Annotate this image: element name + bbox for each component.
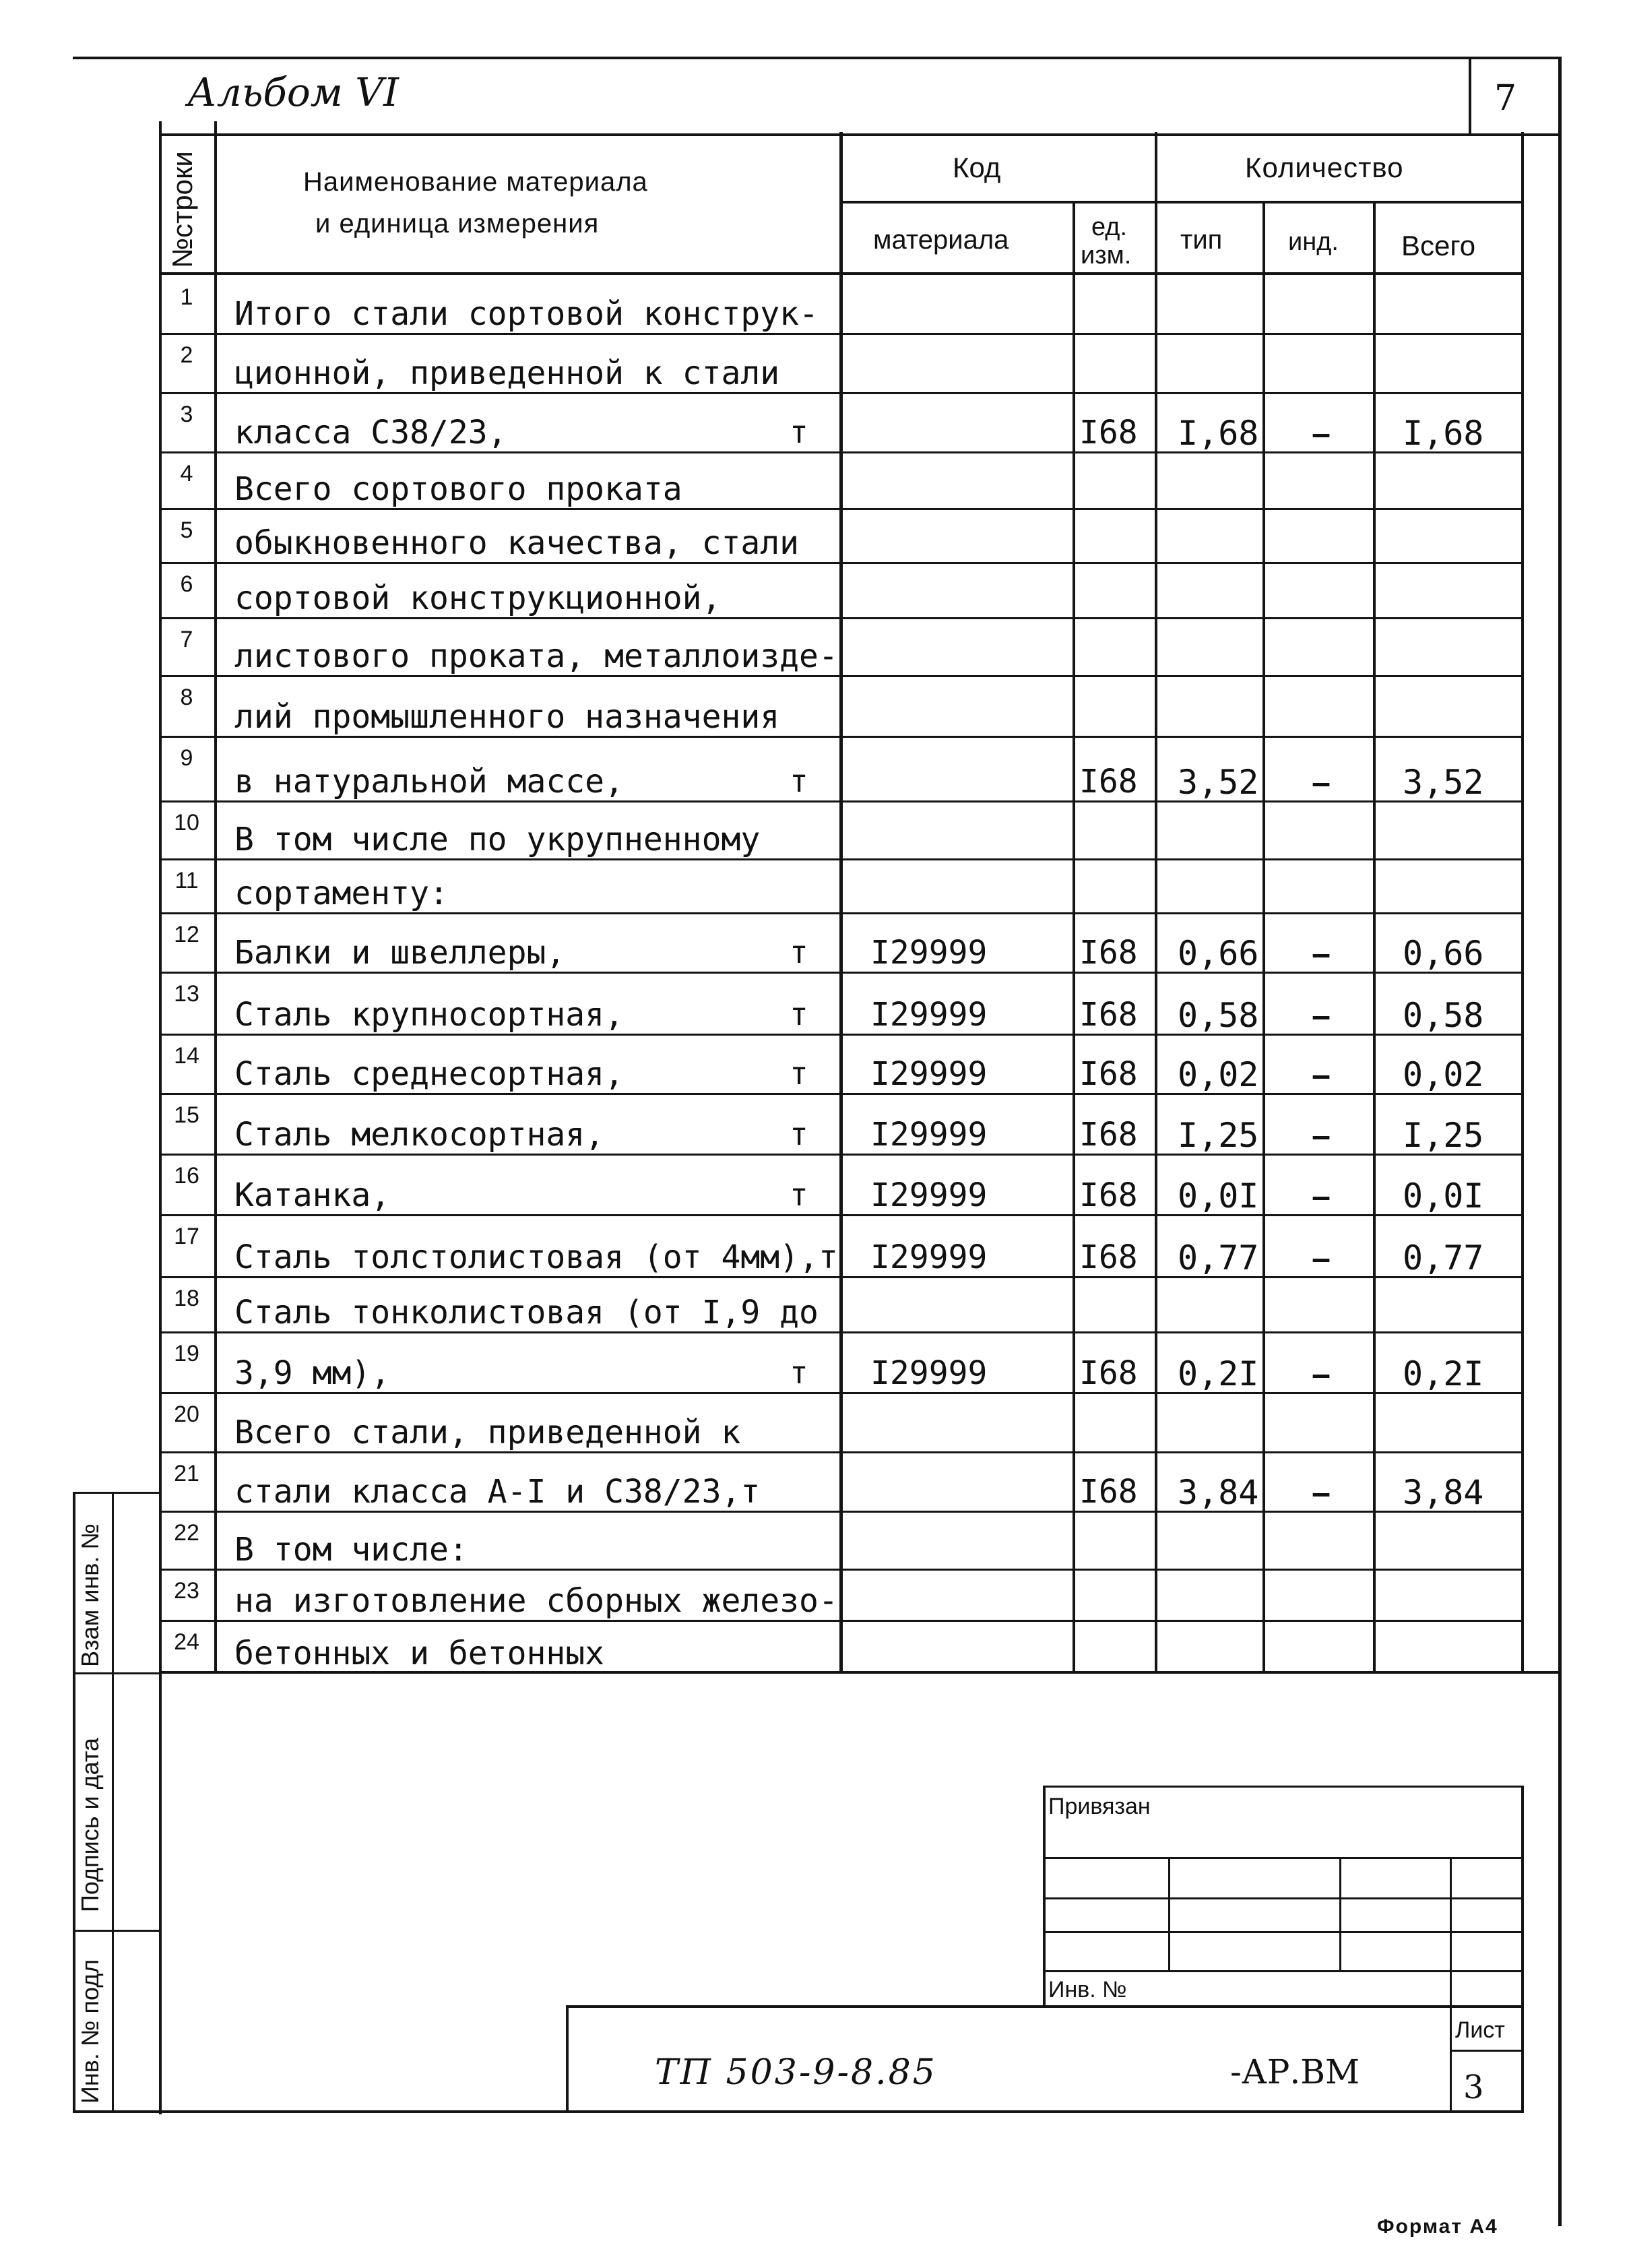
row-material-name: в натуральной массе,: [234, 763, 624, 800]
table-row: [0, 972, 1631, 1034]
row-qty-type: 0,0I: [1178, 1176, 1259, 1216]
header-code: Код: [953, 152, 1001, 183]
table-row: [0, 1214, 1631, 1276]
row-material-name: Сталь мелкосортная,: [234, 1116, 605, 1154]
table-row: [0, 275, 1631, 333]
side-stamp-vzam: Взам инв. №: [76, 1523, 104, 1667]
sheet-label: Лист: [1455, 2017, 1505, 2043]
row-number: 11: [174, 868, 199, 893]
row-qty-total: 0,58: [1403, 996, 1484, 1035]
privyazan-col-1: [1168, 1857, 1170, 1972]
doc-box-bottom: [159, 2110, 1524, 2113]
side-stamp-bottom: [73, 2110, 160, 2113]
side-stamp-sep-2: [73, 1930, 160, 1932]
header-qty-type: тип: [1180, 225, 1223, 255]
table-row: [0, 912, 1631, 972]
row-material-code: I29999: [870, 934, 988, 972]
row-number: 1: [180, 284, 193, 310]
row-number: 7: [180, 627, 193, 652]
row-material-name: на изготовление сборных железо-: [234, 1582, 838, 1620]
row-material-name: сортовой конструкционной,: [234, 579, 722, 617]
privyazan-top: [1043, 1786, 1523, 1788]
row-number: 9: [180, 745, 193, 771]
table-row: [0, 1331, 1631, 1392]
row-unit-code: I68: [1079, 1055, 1138, 1093]
row-qty-ind: –: [1312, 1355, 1331, 1393]
privyazan-col-2: [1339, 1857, 1341, 1972]
side-stamp-top: [73, 1492, 160, 1494]
header-top-rule: [159, 133, 1560, 136]
row-material-name: Сталь среднесортная,: [234, 1055, 624, 1093]
row-number: 18: [174, 1286, 199, 1311]
row-material-name: Всего стали, приведенной к: [234, 1414, 741, 1451]
row-material-name: бетонных и бетонных: [234, 1635, 605, 1672]
row-material-name: Сталь тонколистовая (от I,9 до: [234, 1294, 819, 1331]
row-material-name: Балки и швеллеры,: [234, 934, 566, 972]
header-qty-ind: инд.: [1288, 228, 1339, 256]
table-row: [0, 1511, 1631, 1569]
row-qty-ind: –: [1312, 763, 1331, 801]
row-unit: т: [790, 414, 808, 450]
row-qty-ind: –: [1312, 997, 1331, 1034]
row-unit: т: [790, 1116, 808, 1152]
header-code-unit-2: изм.: [1081, 241, 1132, 270]
side-stamp-left-border: [73, 1492, 75, 2112]
row-number: 10: [174, 810, 199, 836]
sheet-number: 3: [1463, 2069, 1484, 2106]
row-material-code: I29999: [870, 1176, 988, 1214]
header-name-line2: и единица измерения: [315, 209, 600, 239]
row-unit: т: [790, 934, 808, 970]
row-unit: т: [790, 1354, 808, 1391]
header-subdivider: [839, 201, 1523, 203]
row-qty-type: 3,84: [1178, 1473, 1259, 1512]
row-unit: т: [790, 1055, 808, 1092]
row-number: 3: [180, 402, 193, 427]
table-row: [0, 1620, 1631, 1672]
header-code-material: материала: [873, 225, 1009, 255]
row-number: 14: [174, 1043, 199, 1069]
row-material-name: лий промышленного назначения: [234, 698, 780, 736]
row-number: 21: [174, 1461, 199, 1486]
row-number: 15: [174, 1102, 199, 1128]
row-qty-type: I,68: [1178, 414, 1259, 453]
row-number: 2: [180, 342, 193, 368]
row-qty-ind: –: [1312, 1116, 1331, 1154]
page-number: 7: [1494, 78, 1517, 119]
row-unit-code: I68: [1079, 996, 1138, 1034]
header-code-unit-1: ед.: [1091, 213, 1128, 241]
row-qty-ind: –: [1312, 414, 1331, 452]
format-label: Формат А4: [1377, 2215, 1498, 2238]
table-row: [0, 1154, 1631, 1214]
row-material-code: I29999: [870, 996, 988, 1034]
side-stamp-sep-1: [73, 1672, 160, 1674]
page-number-box-left: [1469, 59, 1471, 135]
album-label: Альбом VI: [187, 69, 399, 115]
row-number: 8: [180, 685, 193, 710]
row-material-name: В том числе:: [234, 1531, 468, 1569]
row-material-name: Итого стали сортовой конструк-: [234, 295, 819, 333]
row-material-name: Катанка,: [234, 1176, 391, 1214]
table-row: [0, 1451, 1631, 1511]
row-qty-type: 3,52: [1178, 763, 1259, 802]
row-unit: т: [790, 1176, 808, 1213]
row-material-name: сортаменту:: [234, 875, 449, 912]
row-unit-code: I68: [1079, 1473, 1138, 1511]
table-row: [0, 392, 1631, 451]
row-qty-total: 0,2I: [1403, 1354, 1484, 1393]
row-unit-code: I68: [1079, 763, 1138, 800]
table-row: [0, 508, 1631, 562]
row-qty-total: 0,66: [1403, 934, 1484, 973]
row-material-code: I29999: [870, 1116, 988, 1154]
row-qty-total: 0,0I: [1403, 1176, 1484, 1216]
row-unit-code: I68: [1079, 1116, 1138, 1154]
row-material-name: В том числе по укрупненному: [234, 821, 761, 858]
row-qty-total: 3,52: [1403, 763, 1484, 802]
side-stamp-inv-podl: Инв. № подл: [76, 1959, 104, 2104]
sheet-label-sep: [1450, 2050, 1524, 2052]
row-qty-total: 0,77: [1403, 1238, 1484, 1278]
row-unit-code: I68: [1079, 1176, 1138, 1214]
row-number: 16: [174, 1163, 199, 1189]
doc-suffix: -АР.ВМ: [1230, 2052, 1360, 2091]
row-number: 22: [174, 1520, 199, 1546]
row-number: 5: [180, 517, 193, 543]
row-qty-type: I,25: [1178, 1116, 1259, 1155]
header-quantity: Количество: [1245, 152, 1404, 183]
row-qty-ind: –: [1312, 1239, 1331, 1277]
top-rule: [73, 57, 1559, 59]
header-name-line1: Наименование материала: [303, 167, 648, 197]
row-material-name: ционной, приведенной к стали: [234, 354, 780, 392]
row-material-name: Сталь крупносортная,: [234, 996, 624, 1034]
row-material-name: листового проката, металлоизде-: [234, 637, 838, 675]
doc-box-top: [566, 2005, 1524, 2008]
row-number: 23: [174, 1578, 199, 1604]
row-material-name: обыкновенного качества, стали: [234, 524, 800, 562]
row-unit-code: I68: [1079, 1238, 1138, 1276]
table-row: [0, 451, 1631, 508]
row-qty-total: I,68: [1403, 414, 1484, 453]
header-qty-total: Всего: [1401, 230, 1476, 261]
row-material-name: Сталь толстолистовая (от 4мм),т: [234, 1238, 838, 1276]
row-qty-ind: –: [1312, 935, 1331, 972]
table-row: [0, 858, 1631, 912]
row-qty-ind: –: [1312, 1177, 1331, 1215]
table-row: [0, 675, 1631, 736]
header-row-number: №строки: [166, 151, 198, 268]
row-number: 4: [180, 461, 193, 486]
row-qty-total: I,25: [1403, 1116, 1484, 1155]
row-qty-total: 3,84: [1403, 1473, 1484, 1512]
table-row: [0, 1276, 1631, 1331]
row-material-name: класса С38/23,: [234, 414, 507, 451]
privyazan-left: [1043, 1786, 1046, 2008]
row-material-code: I29999: [870, 1055, 988, 1093]
row-unit: т: [790, 996, 808, 1032]
table-row: [0, 562, 1631, 617]
table-row: [0, 333, 1631, 392]
row-number: 12: [174, 922, 199, 947]
doc-code: ТП 503-9-8.85: [655, 2052, 937, 2093]
row-qty-type: 0,58: [1178, 996, 1259, 1035]
row-qty-ind: –: [1312, 1056, 1331, 1094]
table-row: [0, 1093, 1631, 1154]
sheet-box-right: [1521, 2005, 1524, 2113]
row-number: 19: [174, 1341, 199, 1366]
row-qty-ind: –: [1312, 1474, 1331, 1511]
row-material-name: Всего сортового проката: [234, 470, 682, 508]
row-material-code: I29999: [870, 1354, 988, 1392]
side-stamp-divider: [112, 1492, 114, 2112]
row-material-name: стали класса А-I и С38/23,т: [234, 1473, 761, 1511]
row-unit-code: I68: [1079, 934, 1138, 972]
row-qty-total: 0,02: [1403, 1055, 1484, 1094]
row-qty-type: 0,66: [1178, 934, 1259, 973]
row-number: 13: [174, 981, 199, 1007]
table-row: [0, 617, 1631, 675]
row-number: 20: [174, 1401, 199, 1427]
row-qty-type: 0,77: [1178, 1238, 1259, 1278]
table-row: [0, 736, 1631, 800]
table-row: [0, 800, 1631, 858]
privyazan-col-3: [1450, 1857, 1452, 2005]
row-material-code: I29999: [870, 1238, 988, 1276]
privyazan-right: [1521, 1786, 1524, 2008]
row-unit-code: I68: [1079, 414, 1138, 451]
table-row: [0, 1392, 1631, 1451]
row-number: 24: [174, 1629, 199, 1655]
inv-no-label: Инв. №: [1048, 1977, 1127, 2003]
row-number: 17: [174, 1224, 199, 1249]
row-qty-type: 0,2I: [1178, 1354, 1259, 1393]
side-stamp-podpis: Подпись и дата: [76, 1738, 104, 1912]
table-row: [0, 1034, 1631, 1093]
row-number: 6: [180, 571, 193, 597]
privyazan-label: Привязан: [1048, 1794, 1151, 1819]
doc-box-left: [566, 2005, 569, 2113]
row-material-name: 3,9 мм),: [234, 1354, 391, 1392]
table-row: [0, 1569, 1631, 1620]
row-unit-code: I68: [1079, 1354, 1138, 1392]
row-qty-type: 0,02: [1178, 1055, 1259, 1094]
sheet-box-left: [1450, 2005, 1452, 2113]
row-unit: т: [790, 763, 808, 799]
